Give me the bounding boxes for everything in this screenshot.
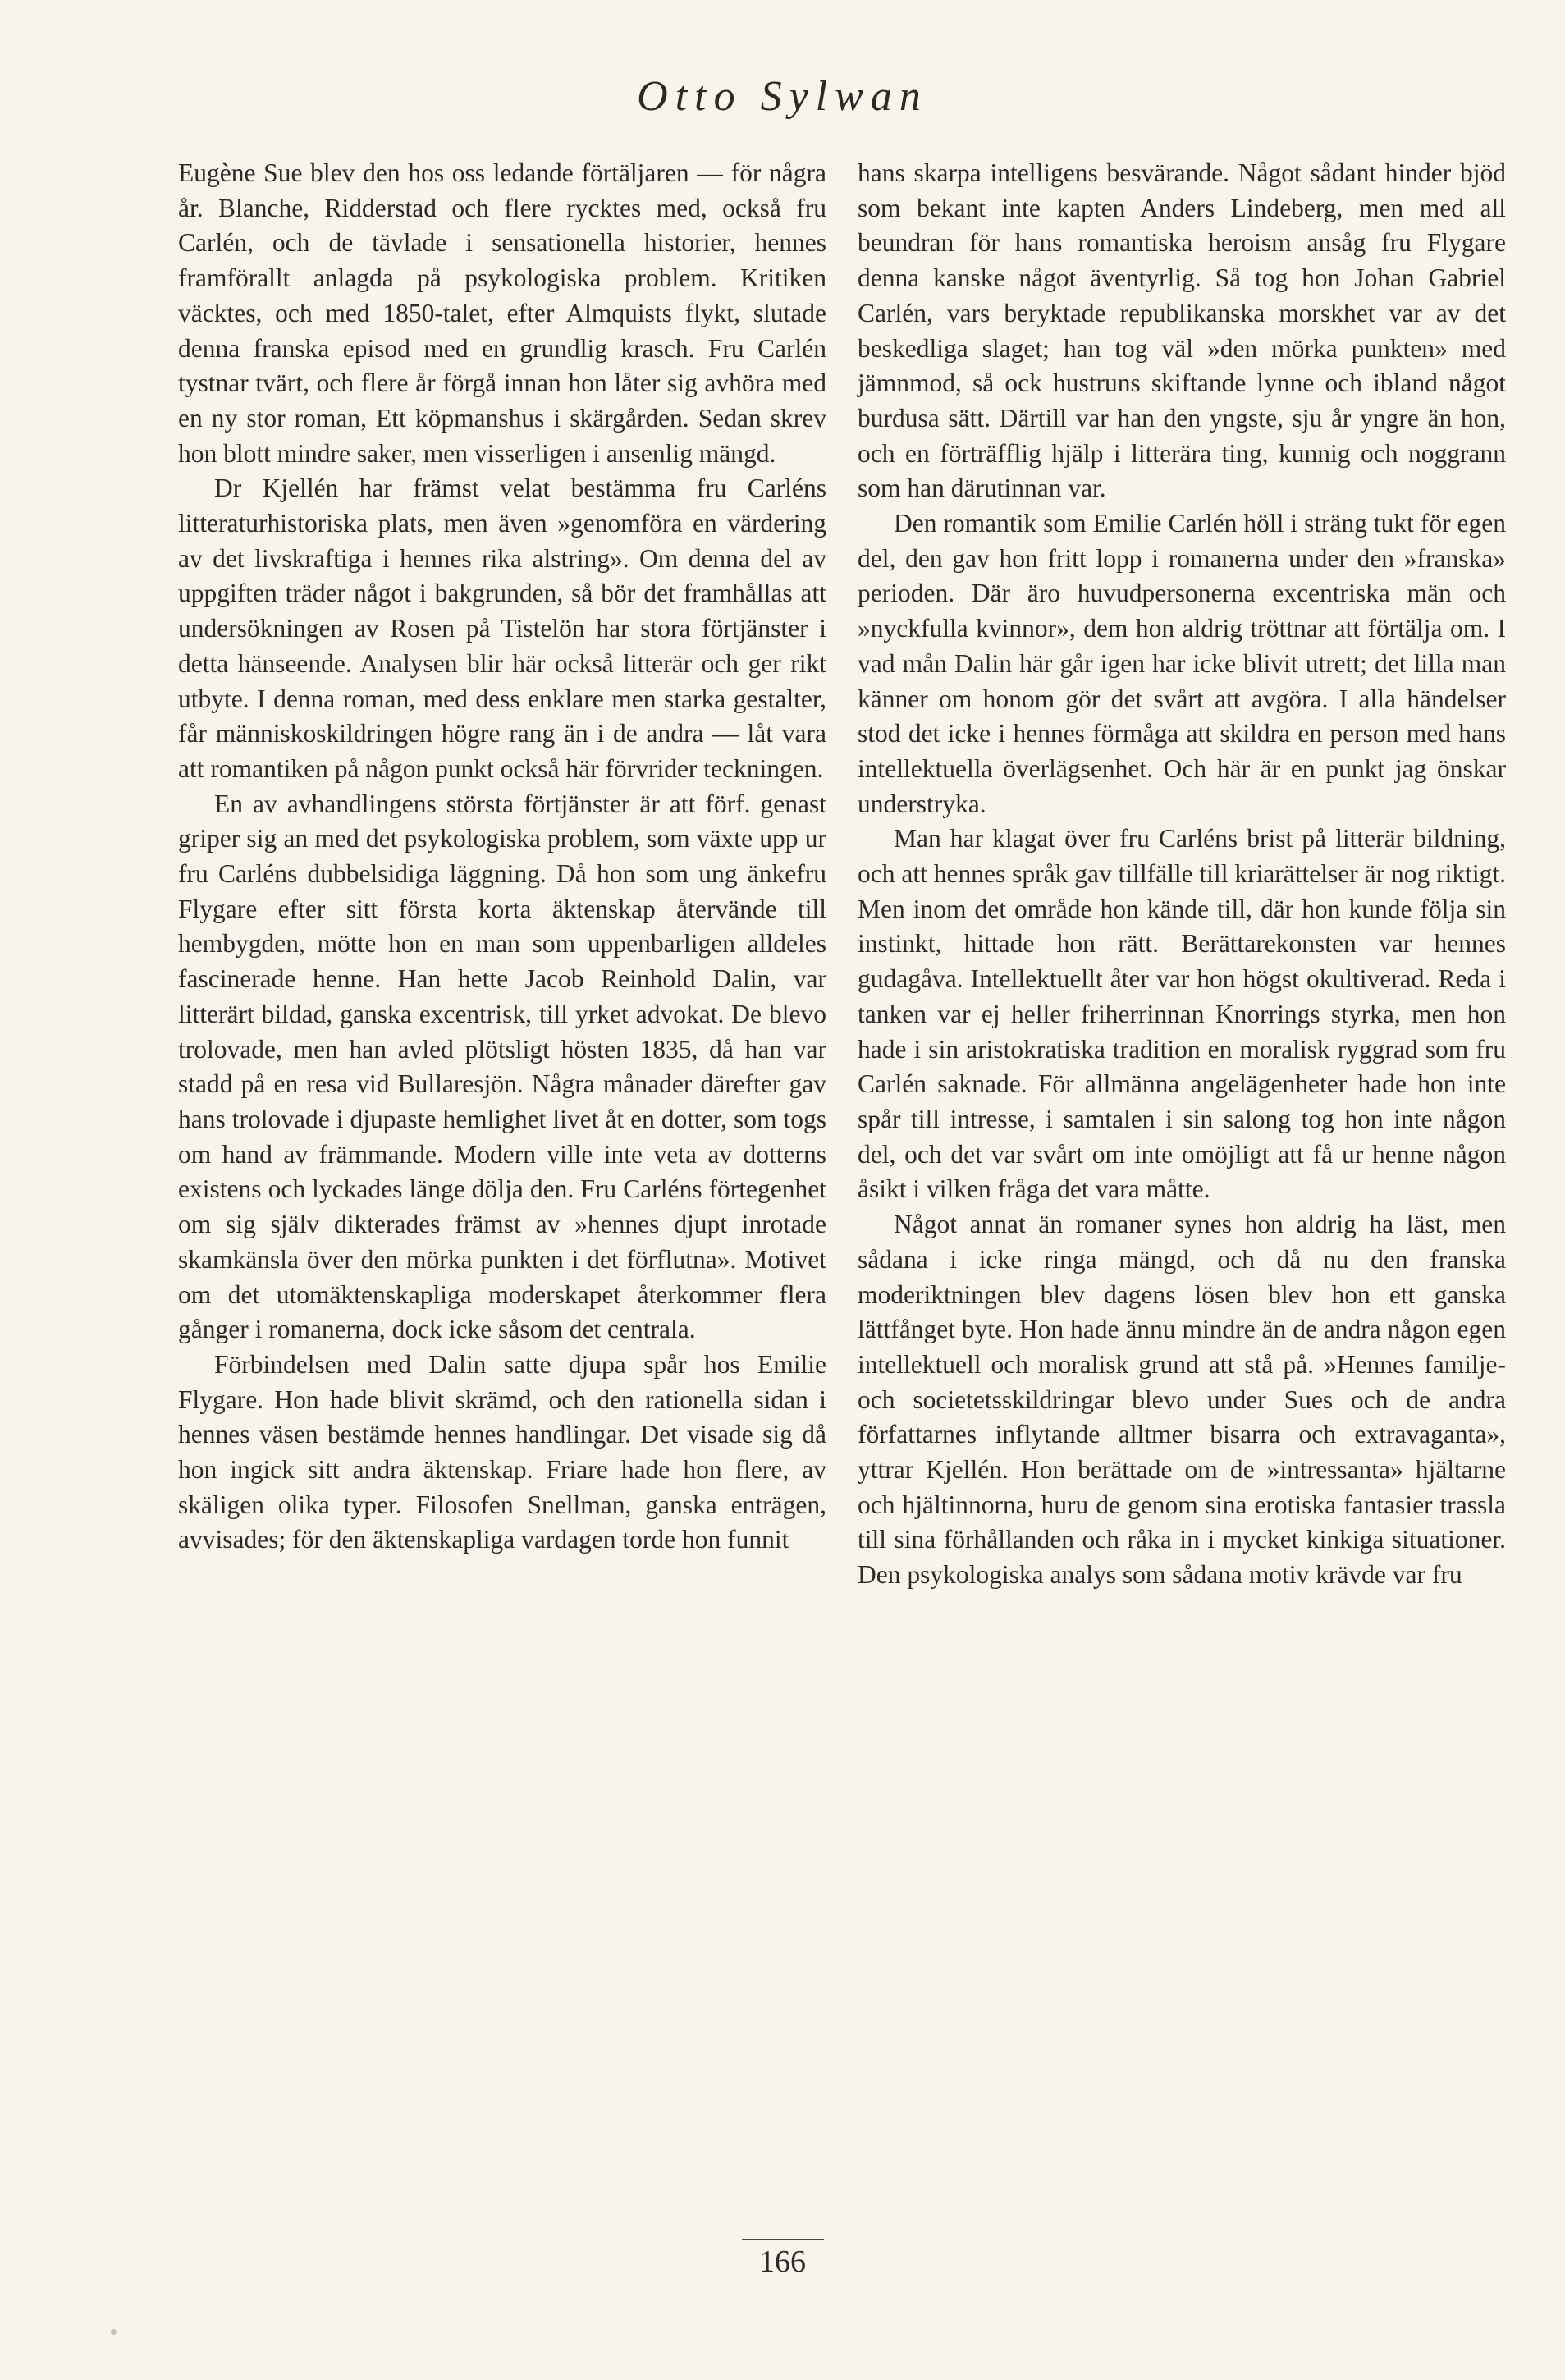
paragraph: hans skarpa intelligens besvärande. Något sådant hinder bjöd som bekant inte kapten Anders Lindeberg, men med all beundran för hans romantiska heroism ansåg fru Flygare denna kanske något äventyrlig. Så tog hon Johan Gabriel Carlén, vars beryktade republikanska morskhet var av det beskedliga slaget; han tog väl »den mörka punkten» med jämnmod, så ock hustruns skiftande lynne och ibland något burdusa sätt. Därtill var han den yngste, sju år yngre än hon, och en förträfflig hjälp i litterära ting, kunnig och noggrann som han därutinnan var. [858,158,1506,503]
right-column [858,156,1506,1593]
paragraph: Man har klagat över fru Carléns brist på litterär bildning, och att hennes språk gav tillfälle till kriarättelser är nog riktigt. Men inom det område hon kände till, där hon kunde följa sin instinkt, hittade hon rätt. Berättarekonsten var hennes gudagåva. Intellektuellt åter var hon högst okultiverad. Reda i tanken var ej heller friherrinnan Knorrings styrka, men hon hade i sin aristokratiska tradition en moralisk ryggrad som fru Carlén saknade. För allmänna angelägenheter hade hon inte spår till intresse, i samtalen i sin salong tog hon inte någon del, och det var svårt om inte omöjligt att få ur henne någon åsikt i vilken fråga det vara måtte. [858,824,1506,1204]
paper-speck [111,2329,117,2335]
paragraph: Dr Kjellén har främst velat bestämma fru Carléns litteraturhistoriska plats, men även »genomföra en värdering av det livskraftiga i hennes rika alstring». Om denna del av uppgiften träder något i bakgrunden, så bör det framhållas att undersökningen av Rosen på Tistelön har stora förtjänster i detta hänseende. Analysen blir här också litterär och ger rikt utbyte. I denna roman, med dess enklare men starka gestalter, får människoskildringen högre rang än i de andra — låt vara att romantiken på någon punkt också här förvrider teckningen. [178,474,826,783]
left-column [178,156,826,1558]
paragraph: Något annat än romaner synes hon aldrig ha läst, men sådana i icke ringa mängd, och då nu den franska moderiktningen blev dagens lösen blev hon ett ganska lättfånget byte. Hon hade ännu mindre än de andra någon egen intellektuell och moralisk grund att stå på. »Hennes familje- och societetsskildringar blevo under Sues och de andra författarnes inflytande alltmer bisarra och extravaganta», yttrar Kjellén. Hon berättade om de »intressanta» hjältarne och hjältinnorna, huru de genom sina erotiska fantasier trassla till sina förhållanden och råka in i mycket kinkiga situationer. Den psykologiska analys som sådana motiv krävde var fru [858,1210,1506,1590]
running-title: Otto Sylwan [637,73,928,120]
paragraph: Den romantik som Emilie Carlén höll i sträng tukt för egen del, den gav hon fritt lopp i romanerna under den »franska» perioden. Där äro huvudpersonerna excentriska män och »nyckfulla kvinnor», dem hon aldrig tröttnar att förtälja om. I vad mån Dalin här går igen har icke blivit utrett; det lilla man känner om honom gör det svårt att avgöra. I alla händelser stod det icke i hennes förmåga att skildra en person med hans intellektuella överlägsenhet. Och här är en punkt jag önskar understryka. [858,509,1506,818]
paragraph: En av avhandlingens största förtjänster är att förf. genast griper sig an med det psykologiska problem, som växte upp ur fru Carléns dubbelsidiga läggning. Då hon som ung änkefru Flygare efter sitt första korta äktenskap återvände till hembygden, mötte hon en man som uppenbarligen alldeles fascinerade henne. Han hette Jacob Reinhold Dalin, var litterärt bildad, ganska excentrisk, till yrket advokat. De blevo trolovade, men han avled plötsligt hösten 1835, då han var stadd på en resa vid Bullaresjön. Några månader därefter gav hans trolovade i djupaste hemlighet livet åt en dotter, som togs om hand av främmande. Modern ville inte veta av dotterns existens och lyckades länge dölja den. Fru Carléns förtegenhet om sig själv dikterades främst av »hennes djupt inrotade skamkänsla över den mörka punkten i det förflutna». Motivet om det utomäktenskapliga moderskapet återkommer flera gånger i romanerna, dock icke såsom det centrala. [178,789,826,1344]
paragraph: Eugène Sue blev den hos oss ledande förtäljaren — för några år. Blanche, Ridderstad och flere rycktes med, också fru Carlén, och de tävlade i sensationella historier, hennes framförallt anlagda på psykologiska problem. Kritiken väcktes, och med 1850-talet, efter Almquists flykt, slutade denna franska episod med en grundlig krasch. Fru Carlén tystnar tvärt, och flere år förgå innan hon låter sig avhöra med en ny stor roman, Ett köpmanshus i skärgården. Sedan skrev hon blott mindre saker, men visserligen i ansenlig mängd. [178,158,826,468]
page-number-text: 166 [742,2239,824,2280]
page-number [0,2239,1565,2280]
paragraph: Förbindelsen med Dalin satte djupa spår hos Emilie Flygare. Hon hade blivit skrämd, och den rationella sidan i hennes väsen bestämde hennes handlingar. Det visade sig då hon ingick sitt andra äktenskap. Friare hade hon flere, av skäligen olika typer. Filosofen Snellman, ganska enträgen, avvisades; för den äktenskapliga vardagen torde hon funnit [178,1349,826,1554]
